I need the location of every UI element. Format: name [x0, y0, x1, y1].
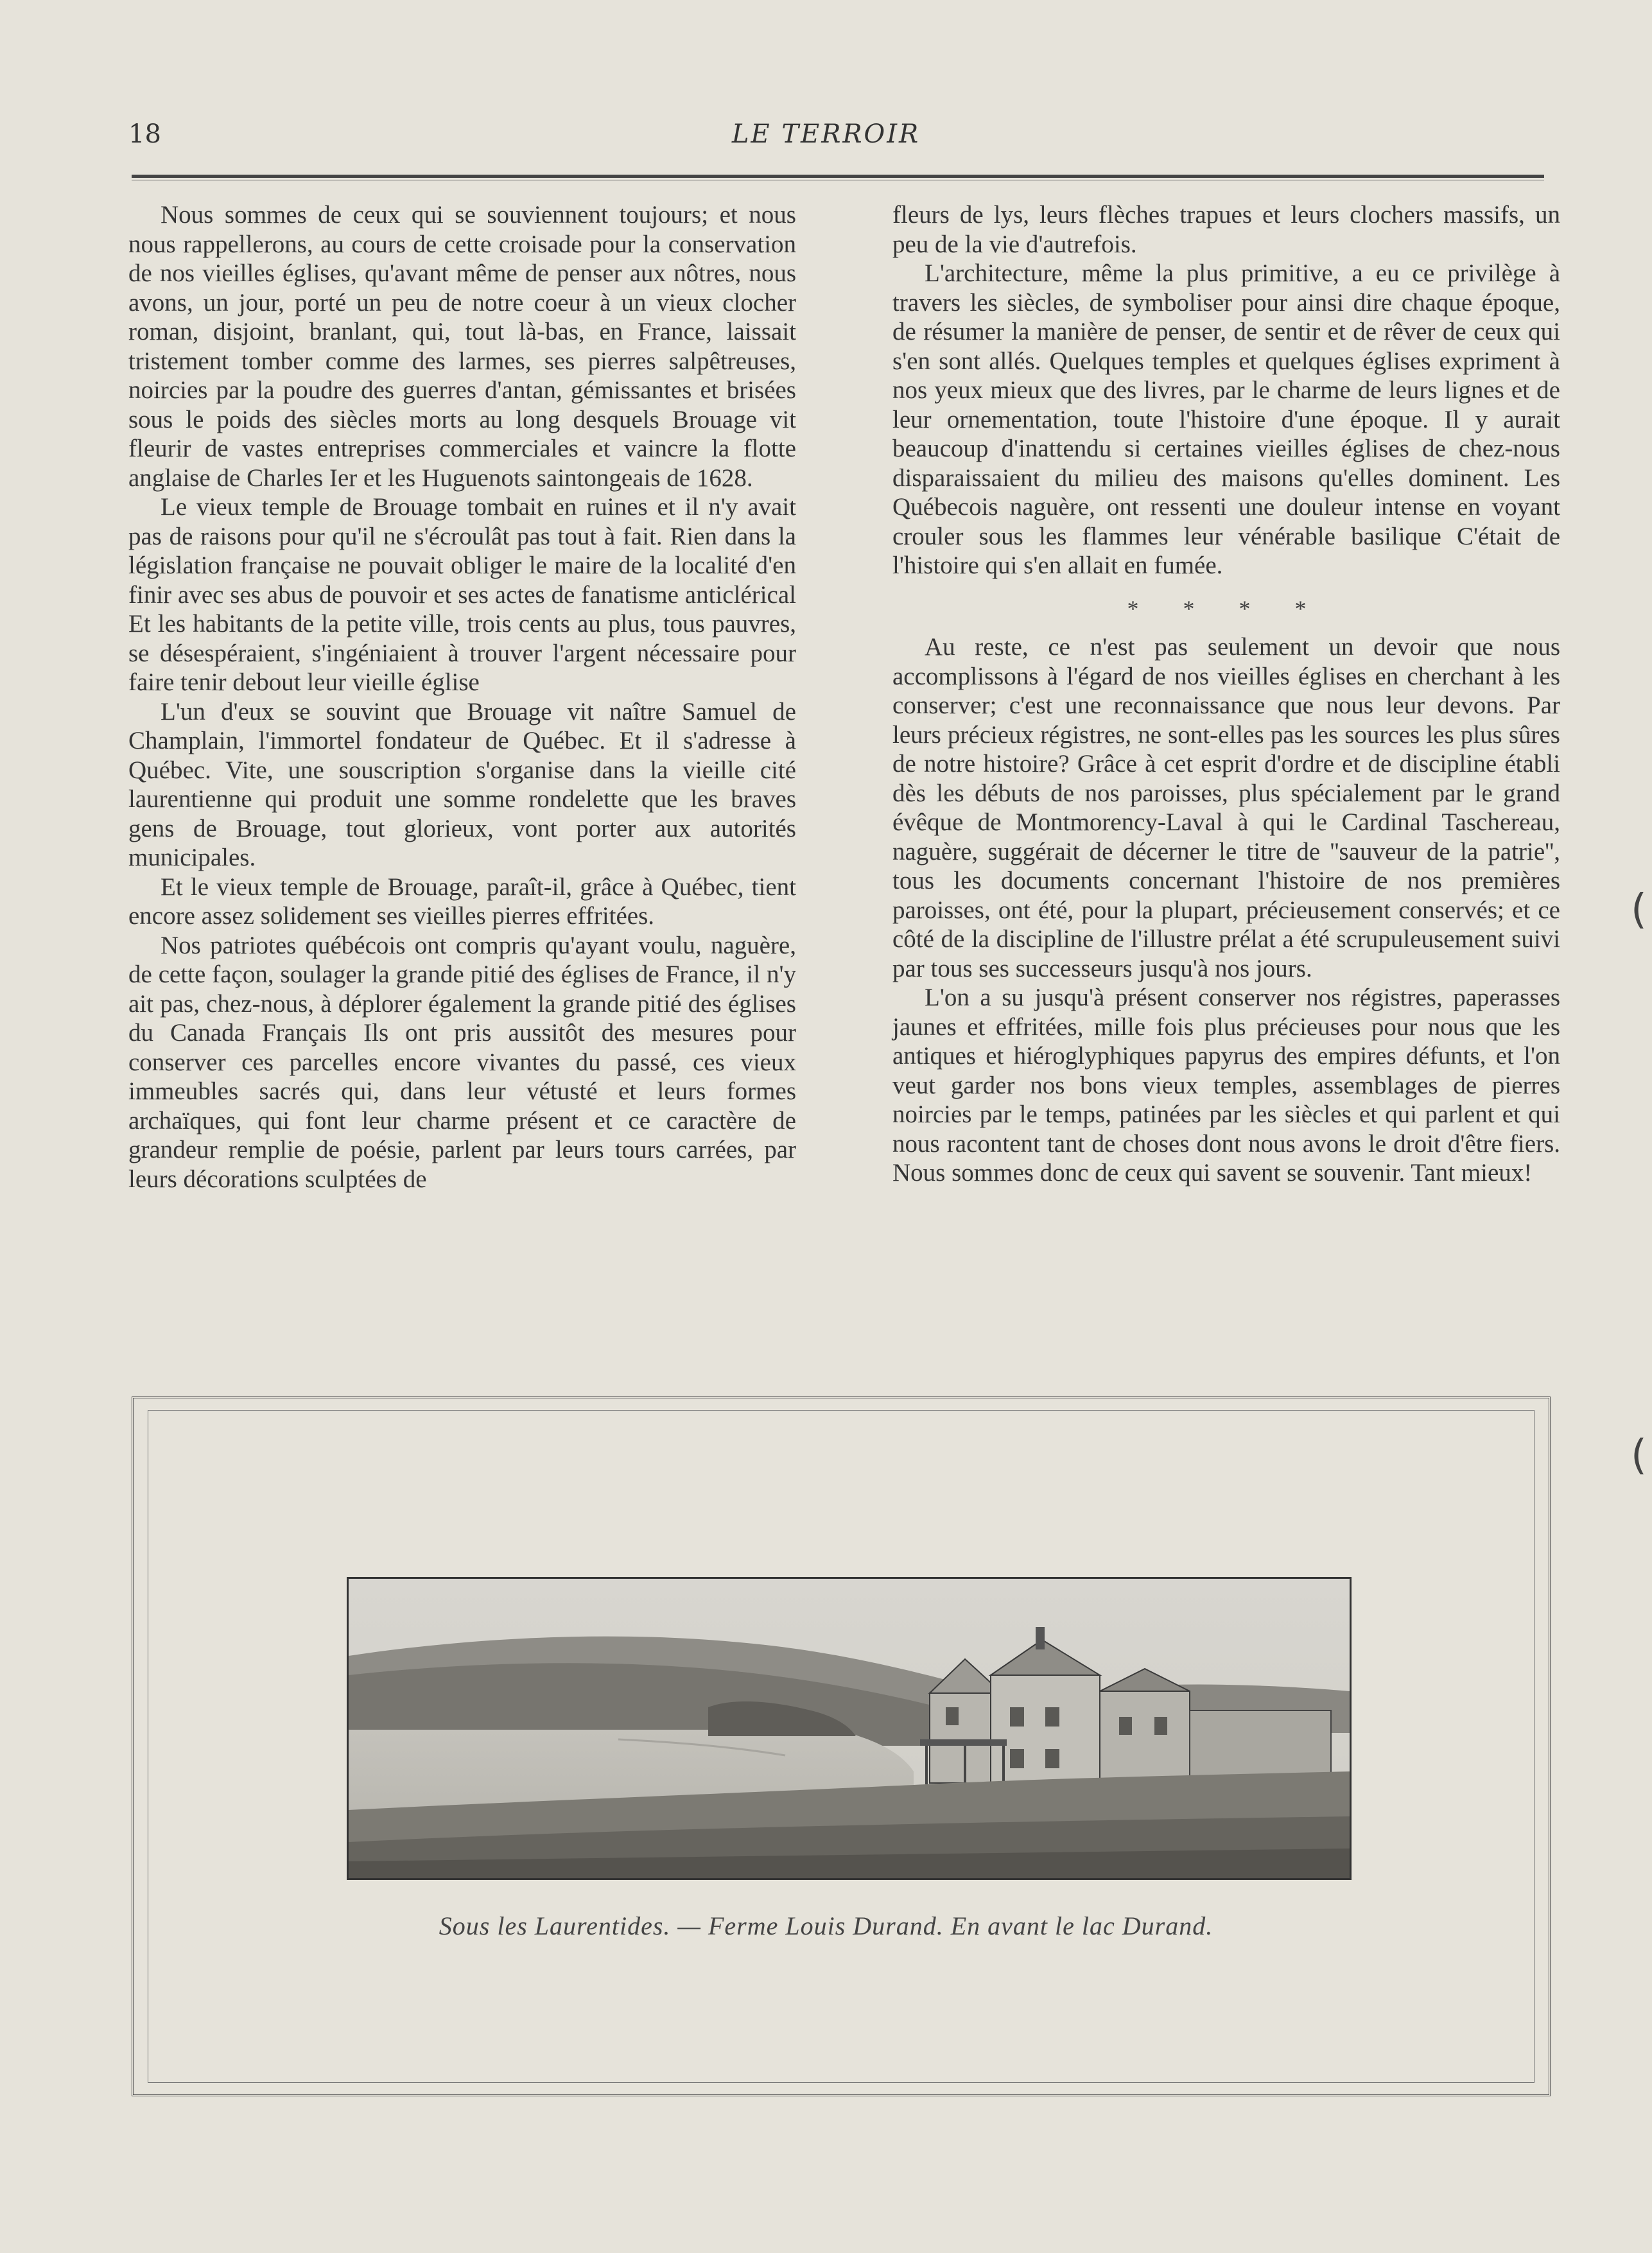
margin-mark: ( — [1631, 1432, 1647, 1479]
margin-mark: ( — [1631, 886, 1647, 934]
figure-caption: Sous les Laurentides. — Ferme Louis Durand. En avant le lac Durand. — [439, 1911, 1213, 1940]
farm-photo — [347, 1577, 1352, 1880]
paragraph: Nous sommes de ceux qui se souviennent toujours; et nous nous rappellerons, au cours de cette croisade pour la conservation de nos vieilles églises, qu'avant même de penser aux nôtres, nous avons, un jour, porté un peu de notre coeur à un vieux clocher roman, disjoint, branlant, qui, tout là-bas, en France, laissait tristement tomber comme des larmes, ses pierres salpêtreuses, noircies par la poudre des guerres d'antan, gémissantes et brisées sous le poids des siècles morts au long desquels Brouage vit fleurir de vastes entreprises commerciales et vaincre la flotte anglaise de Charles Ier et les Huguenots saintongeais de 1628. — [128, 201, 796, 492]
paragraph-continuation: fleurs de lys, leurs flèches trapues et leurs clochers massifs, un peu de la vie d'autrefois. — [892, 201, 1560, 258]
paragraph: Et le vieux temple de Brouage, paraît-il, grâce à Québec, tient encore assez solidement ses vieilles pierres effritées. — [128, 873, 796, 930]
left-column — [128, 200, 796, 1194]
paragraph: L'architecture, même la plus primitive, a eu ce privilège à travers les siècles, de symboliser pour ainsi dire chaque époque, de résumer la manière de penser, de sentir et de rêver de ceux qui s'en sont allés. Quelques temples et quelques églises expriment à nos yeux mieux que des livres, par le charme de leurs lignes et de leur ornementation, toute l'histoire d'une époque. Il y aurait beaucoup d'inattendu si certaines vieilles églises de chez-nous disparaissaient du milieu des maisons qu'elles dominent. Les Québecois naguère, ont ressenti une douleur intense en voyant crouler sous les flammes leur vénérable basilique C'était de l'histoire qui s'en allait en fumée. — [892, 259, 1560, 579]
paragraph: L'on a su jusqu'à présent conserver nos régistres, paperasses jaunes et effritées, mille fois plus précieuses pour nous que les antiques et hiéroglyphiques papyrus des empires défunts, et l'on veut garder nos bons vieux temples, assemblages de pierres noircies par le temps, patinées par les siècles et qui parlent et qui nous racontent tant de choses dont nous avons le droit d'être fiers. Nous sommes donc de ceux qui savent se souvenir. Tant mieux! — [892, 984, 1560, 1187]
paragraph: Au reste, ce n'est pas seulement un devoir que nous accomplissons à l'égard de nos vieilles églises en cherchant à les conserver; c'est une reconnaissance que nous leur devons. Par leurs précieux régistres, ne sont-elles pas les sources les plus sûres de notre histoire? Grâce à cet esprit d'ordre et de discipline établi dès les débuts de nos paroisses, plus spécialement par le grand évêque de Montmorency-Laval à qui le Cardinal Taschereau, naguère, suggérait de décerner le titre de ''sauveur de la patrie'', tous les documents concernant l'histoire de nos premières paroisses, ont été, pour la plupart, précieusement conservés; et ce côté de la discipline de l'illustre prélat a été scrupuleusement suivi par tous ses successeurs jusqu'à nos jours. — [892, 633, 1560, 982]
paragraph: Nos patriotes québécois ont compris qu'ayant voulu, naguère, de cette façon, soulager la grande pitié des églises de France, il n'y ait pas, chez-nous, à déplorer également la grande pitié des églises du Canada Français Ils ont pris aussitôt des mesures pour conserver ces parcelles encore vivantes du passé, ces vieux immeubles sacrés qui, dans leur vétusté et leurs formes archaïques, qui font leur charme présent et ce caractère de grandeur remplie de poésie, parlent par leurs tours carrées, par leurs décorations sculptées de — [128, 931, 796, 1193]
header-rule — [132, 175, 1544, 180]
paragraph: Le vieux temple de Brouage tombait en ruines et il n'y avait pas de raisons pour qu'il ne s'écroulât pas tout à fait. Rien dans la législation française ne pouvait obliger le maire de la localité d'en finir avec ses abus de pouvoir et ses actes de fanatisme anticlérical Et les habitants de la petite ville, trois cents au plus, tous pauvres, se désespéraient, s'ingéniaient à trouver l'argent nécessaire pour faire tenir debout leur vieille église — [128, 493, 796, 696]
running-head: LE TERROIR — [731, 119, 921, 149]
page-number: 18 — [128, 119, 161, 149]
right-column — [892, 200, 1560, 1188]
paragraph: L'un d'eux se souvint que Brouage vit naître Samuel de Champlain, l'immortel fondateur de Québec. Et il s'adresse à Québec. Vite, une souscription s'organise dans la vieille cité laurentienne qui produit une somme rondelette que les braves gens de Brouage, tout glorieux, vont porter aux autorités municipales. — [128, 697, 796, 871]
section-break: * * * * — [1127, 595, 1326, 622]
